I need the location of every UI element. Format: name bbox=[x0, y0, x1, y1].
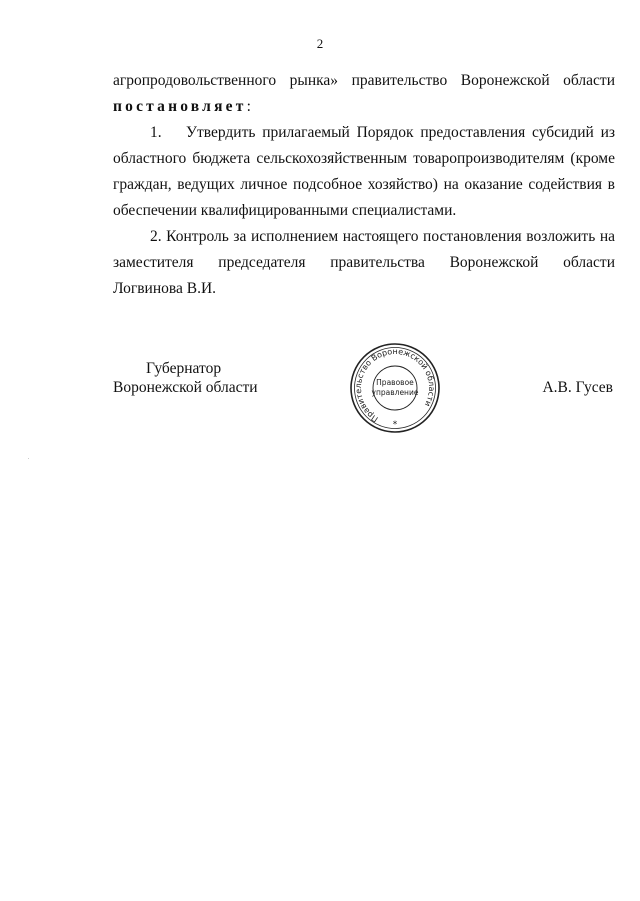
body-line: агропродовольственного рынка» правительство Воронежской области bbox=[113, 72, 615, 89]
decree-colon: : bbox=[246, 98, 251, 115]
seal-ring-text: Правительство Воронежской области bbox=[353, 346, 437, 424]
seal-center-line-1: Правовое bbox=[376, 378, 414, 387]
signatory-title bbox=[113, 359, 258, 397]
seal-center-line-2: управление bbox=[371, 388, 419, 397]
item-1-line-4: обеспечении квалифицированными специалистами. bbox=[113, 202, 457, 219]
item-2-line-2: заместителя председателя правительства Воронежской области bbox=[113, 254, 615, 271]
decree-line bbox=[113, 94, 615, 120]
signatory-name: А.В. Гусев bbox=[542, 379, 613, 396]
item-2-line-3: Логвинова В.И. bbox=[113, 280, 217, 297]
signatory-title-line-2: Воронежской области bbox=[113, 379, 258, 396]
item-1-number: 1. bbox=[150, 124, 162, 141]
decree-word: постановляет bbox=[113, 98, 247, 115]
scan-speck bbox=[28, 458, 29, 459]
item-1-line-1 bbox=[113, 120, 615, 146]
document-body bbox=[113, 68, 615, 302]
page-number: 2 bbox=[316, 36, 324, 51]
signatory-title-line-1: Губернатор bbox=[146, 360, 222, 377]
item-1-text: Утвердить прилагаемый Порядок предоставления субсидий из bbox=[186, 124, 615, 141]
official-seal bbox=[349, 342, 441, 434]
item-2-line-1: 2. Контроль за исполнением настоящего постановления возложить на bbox=[150, 228, 615, 245]
item-1-line-2: областного бюджета сельскохозяйственным товаропроизводителям (кроме bbox=[113, 150, 615, 167]
seal-star: * bbox=[392, 420, 398, 430]
item-1-line-3: граждан, ведущих личное подсобное хозяйство) на оказание содействия в bbox=[113, 176, 615, 193]
seal-graphic bbox=[349, 342, 441, 434]
